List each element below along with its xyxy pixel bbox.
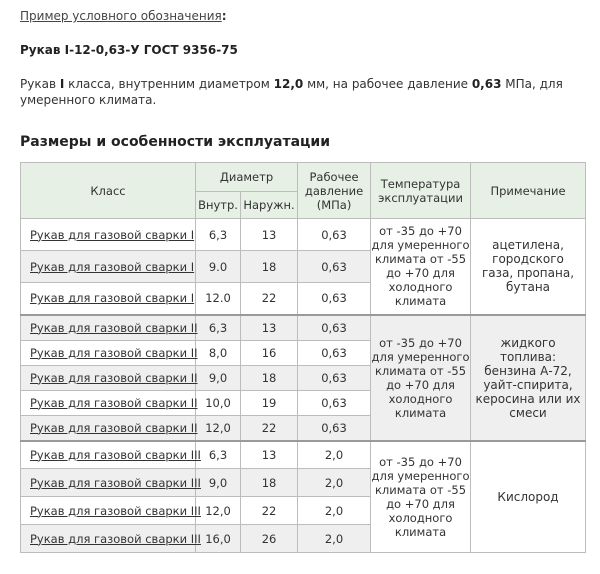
specs-table bbox=[20, 162, 586, 553]
class-cell bbox=[21, 315, 196, 341]
inner-diameter-cell: 12,0 bbox=[196, 497, 241, 525]
outer-diameter-cell: 19 bbox=[241, 390, 298, 415]
class-cell bbox=[21, 390, 196, 415]
header-note: Примечание bbox=[471, 163, 586, 219]
class-cell bbox=[21, 469, 201, 497]
designation-example: Рукав I-12-0,63-У ГОСТ 9356-75 bbox=[20, 43, 238, 57]
designation-description bbox=[20, 76, 580, 108]
inner-diameter-cell: 9,0 bbox=[196, 365, 241, 390]
desc-part-2: класса, внутренним диаметром bbox=[64, 77, 274, 91]
class-cell bbox=[21, 219, 196, 251]
outer-diameter-cell: 18 bbox=[241, 469, 298, 497]
class-link[interactable]: Рукав для газовой сварки II bbox=[30, 370, 198, 385]
class-cell bbox=[21, 525, 201, 553]
desc-part-1: Рукав bbox=[20, 77, 60, 91]
inner-diameter-cell: 9,0 bbox=[196, 469, 241, 497]
class-cell bbox=[21, 441, 201, 469]
header-outer-diameter: Наружн. bbox=[241, 192, 298, 219]
pressure-cell: 0,63 bbox=[298, 219, 371, 251]
pressure-cell: 2,0 bbox=[298, 525, 371, 553]
outer-diameter-cell: 26 bbox=[241, 525, 298, 553]
pressure-cell: 0,63 bbox=[298, 283, 371, 315]
desc-diameter: 12,0 bbox=[273, 77, 304, 91]
header-diameter: Диаметр bbox=[196, 163, 298, 192]
inner-diameter-cell: 8,0 bbox=[196, 340, 241, 365]
pressure-cell: 2,0 bbox=[298, 497, 371, 525]
outer-diameter-cell: 22 bbox=[241, 283, 298, 315]
class-link[interactable]: Рукав для газовой сварки II bbox=[30, 345, 198, 360]
class-link[interactable]: Рукав для газовой сварки III bbox=[30, 447, 201, 462]
outer-diameter-cell: 22 bbox=[241, 497, 298, 525]
class-cell bbox=[21, 251, 196, 283]
example-line bbox=[20, 9, 227, 23]
table-row bbox=[21, 441, 586, 469]
desc-pressure: 0,63 bbox=[471, 77, 502, 91]
header-inner-diameter: Внутр. bbox=[196, 192, 241, 219]
table-row bbox=[21, 315, 586, 341]
inner-diameter-cell: 12,0 bbox=[196, 415, 241, 441]
class-cell bbox=[21, 283, 196, 315]
outer-diameter-cell: 16 bbox=[241, 340, 298, 365]
pressure-cell: 2,0 bbox=[298, 469, 371, 497]
inner-diameter-cell: 6,3 bbox=[196, 219, 241, 251]
class-cell bbox=[21, 415, 196, 441]
inner-diameter-cell: 12.0 bbox=[196, 283, 241, 315]
note-cell: жидкого топлива: бензина А-72, уайт-спирита, керосина или их смеси bbox=[471, 315, 586, 441]
class-cell bbox=[21, 497, 201, 525]
outer-diameter-cell: 18 bbox=[241, 365, 298, 390]
table-row bbox=[21, 219, 586, 251]
class-link[interactable]: Рукав для газовой сварки III bbox=[30, 503, 201, 518]
outer-diameter-cell: 13 bbox=[241, 315, 298, 341]
class-link[interactable]: Рукав для газовой сварки II bbox=[30, 420, 198, 435]
pressure-cell: 0,63 bbox=[298, 315, 371, 341]
class-cell bbox=[21, 365, 196, 390]
outer-diameter-cell: 18 bbox=[241, 251, 298, 283]
desc-part-3: мм, на рабочее давление bbox=[303, 77, 472, 91]
pressure-cell: 0,63 bbox=[298, 365, 371, 390]
class-link[interactable]: Рукав для газовой сварки I bbox=[30, 227, 195, 242]
header-temperature: Температура эксплуатации bbox=[371, 163, 471, 219]
pressure-cell: 0,63 bbox=[298, 251, 371, 283]
temperature-cell: от -35 до +70 для умеренного климата от -55 до +70 для холодного климата bbox=[371, 219, 471, 315]
header-class: Класс bbox=[21, 163, 196, 219]
class-cell bbox=[21, 340, 196, 365]
example-colon: : bbox=[221, 9, 227, 23]
pressure-cell: 0,63 bbox=[298, 415, 371, 441]
note-cell: Кислород bbox=[471, 441, 586, 553]
note-cell: ацетилена, городского газа, пропана, бутана bbox=[471, 219, 586, 315]
desc-class: I bbox=[59, 77, 65, 91]
class-link[interactable]: Рукав для газовой сварки III bbox=[30, 531, 201, 546]
outer-diameter-cell: 13 bbox=[241, 219, 298, 251]
pressure-cell: 0,63 bbox=[298, 390, 371, 415]
section-title: Размеры и особенности эксплуатации bbox=[20, 134, 331, 150]
class-link[interactable]: Рукав для газовой сварки III bbox=[30, 475, 201, 490]
class-link[interactable]: Рукав для газовой сварки II bbox=[30, 320, 198, 335]
pressure-cell: 0,63 bbox=[298, 340, 371, 365]
desc-part-4: МПа, для умеренного климата. bbox=[20, 77, 563, 107]
pressure-cell: 2,0 bbox=[298, 441, 371, 469]
header-pressure: Рабочее давление (МПа) bbox=[298, 163, 371, 219]
inner-diameter-cell: 16,0 bbox=[196, 525, 241, 553]
outer-diameter-cell: 22 bbox=[241, 415, 298, 441]
inner-diameter-cell: 10,0 bbox=[196, 390, 241, 415]
inner-diameter-cell: 9.0 bbox=[196, 251, 241, 283]
inner-diameter-cell: 6,3 bbox=[196, 315, 241, 341]
class-link[interactable]: Рукав для газовой сварки II bbox=[30, 395, 198, 410]
class-link[interactable]: Рукав для газовой сварки I bbox=[30, 291, 195, 306]
example-link[interactable]: Пример условного обозначения bbox=[20, 9, 222, 23]
temperature-cell: от -35 до +70 для умеренного климата от -55 до +70 для холодного климата bbox=[371, 315, 471, 441]
class-link[interactable]: Рукав для газовой сварки I bbox=[30, 259, 195, 274]
outer-diameter-cell: 13 bbox=[241, 441, 298, 469]
inner-diameter-cell: 6,3 bbox=[196, 441, 241, 469]
temperature-cell: от -35 до +70 для умеренного климата от -55 до +70 для холодного климата bbox=[371, 441, 471, 553]
